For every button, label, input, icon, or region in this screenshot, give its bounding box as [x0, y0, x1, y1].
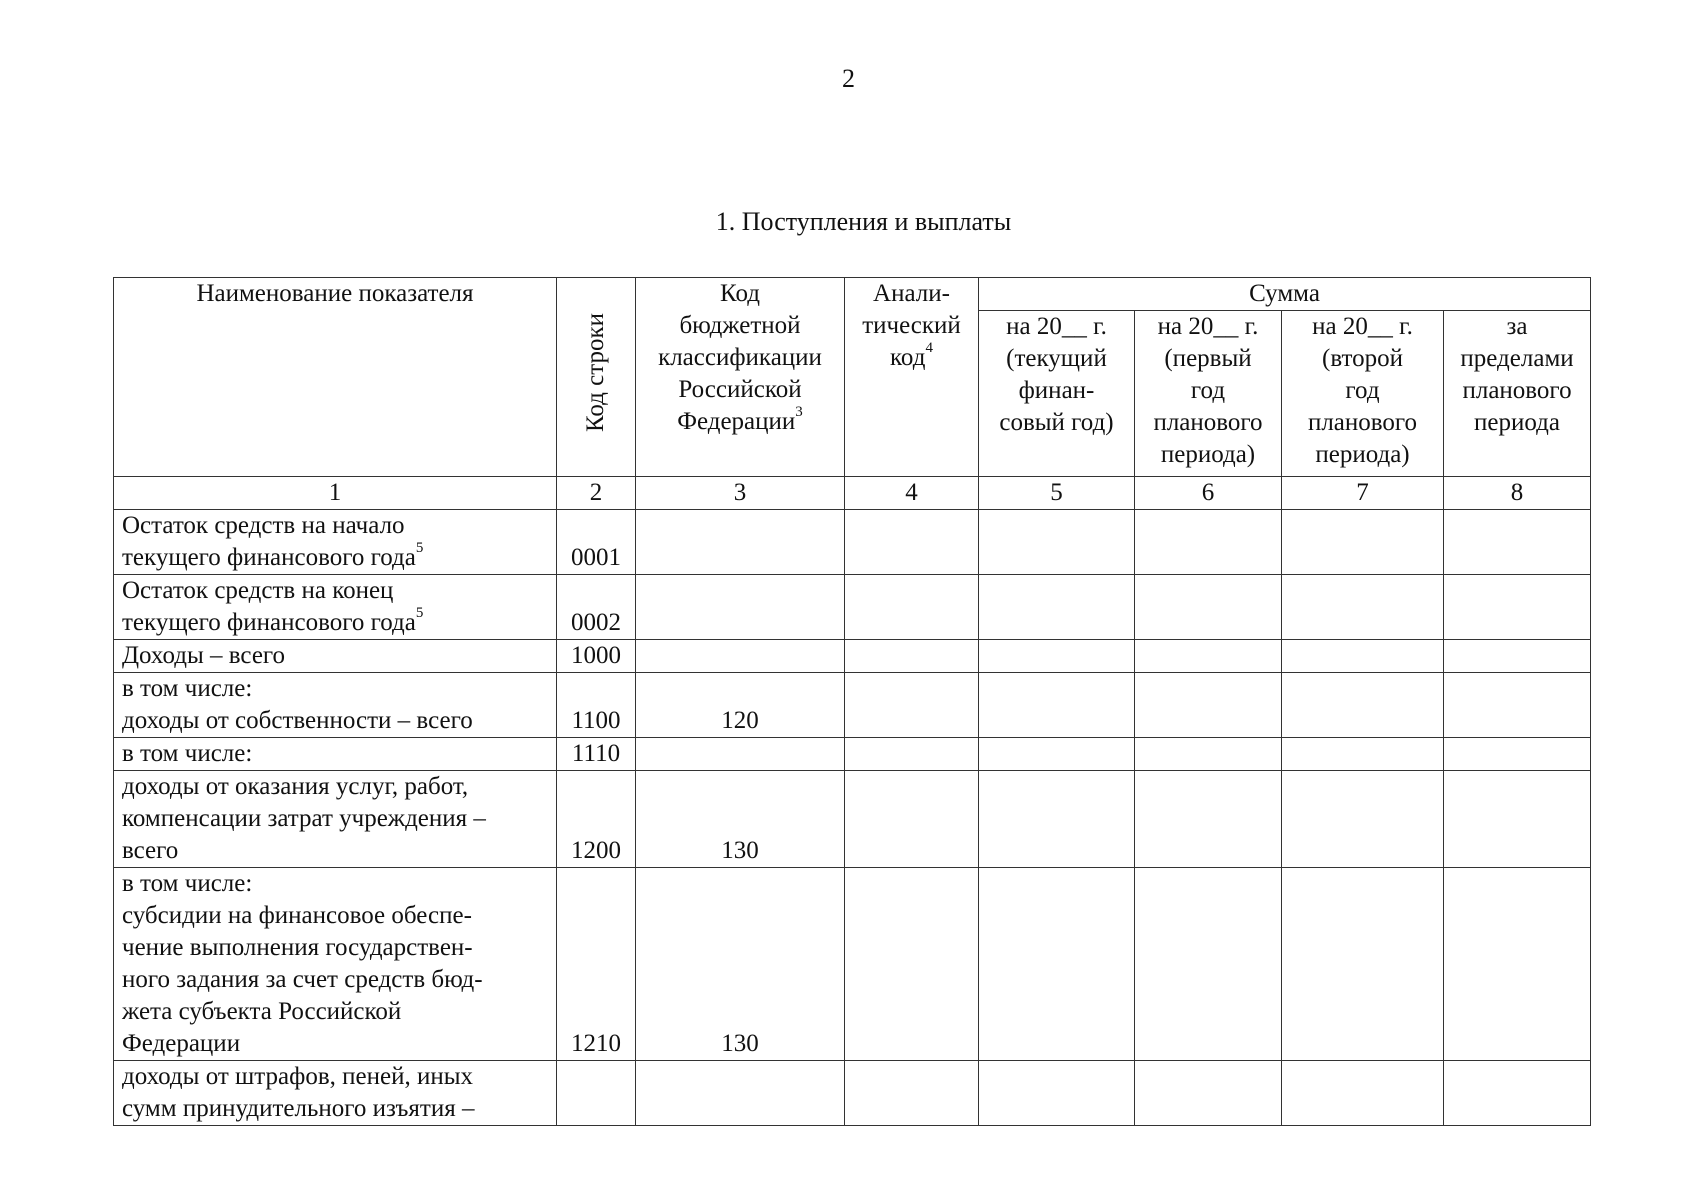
indicator-name-line: субсидии на финансовое обеспе-	[122, 902, 472, 929]
indicator-name-line: текущего финансового года$^5$	[122, 539, 424, 571]
header-col6-line: (первый	[1164, 345, 1252, 372]
indicator-name-line: сумм принудительного изъятия –	[122, 1095, 475, 1122]
header-col7-line: год	[1345, 377, 1380, 404]
sum-second-plan-year-cell	[1282, 640, 1444, 673]
sum-first-plan-year-cell	[1135, 868, 1282, 1061]
footnote-marker: 4	[925, 339, 933, 356]
indicator-name-cell	[114, 510, 557, 575]
sum-first-plan-year-cell	[1135, 771, 1282, 868]
header-col5-line: на 20__ г.	[1006, 313, 1107, 340]
column-number-4: 4	[845, 477, 979, 510]
header-col8-line: планового	[1462, 377, 1572, 404]
analytic-code-cell	[845, 868, 979, 1061]
column-number-7: 7	[1282, 477, 1444, 510]
sum-current-year-cell	[979, 640, 1135, 673]
line-code-cell: 0002	[557, 575, 636, 640]
header-line-code-text: Код строки	[582, 312, 609, 433]
table-row	[114, 510, 1591, 575]
indicator-name-line: Доходы – всего	[122, 642, 286, 669]
column-number-2: 2	[557, 477, 636, 510]
line-code-cell: 1100	[557, 673, 636, 738]
indicator-name-line: компенсации затрат учреждения –	[122, 805, 486, 832]
indicator-name-cell	[114, 640, 557, 673]
header-col7-line: периода)	[1315, 441, 1410, 468]
analytic-code-cell	[845, 673, 979, 738]
header-analytic-code	[845, 278, 979, 477]
indicator-name-cell	[114, 575, 557, 640]
header-col7-line: планового	[1307, 409, 1418, 436]
table-row	[114, 673, 1591, 738]
header-col8-beyond-plan	[1444, 311, 1591, 477]
analytic-code-cell	[845, 640, 979, 673]
header-budget-classification-line: классификации	[658, 344, 822, 371]
header-analytic-line: тический	[862, 312, 961, 339]
budget-classification-cell: 120	[636, 673, 845, 738]
indicator-name-line: текущего финансового года$^5$	[122, 604, 424, 636]
column-number-5: 5	[979, 477, 1135, 510]
analytic-code-cell	[845, 575, 979, 640]
header-budget-classification-line: Код	[720, 280, 760, 307]
sum-second-plan-year-cell	[1282, 575, 1444, 640]
header-budget-classification-code	[636, 278, 845, 477]
indicator-name-cell	[114, 1061, 557, 1126]
header-sum: Сумма	[979, 278, 1591, 311]
table-row	[114, 771, 1591, 868]
table-row	[114, 738, 1591, 771]
header-col7-line: (второй	[1322, 345, 1403, 372]
indicator-name-line: ного задания за счет средств бюд-	[122, 966, 483, 993]
table-row	[114, 575, 1591, 640]
header-col5-line: совый год)	[999, 409, 1114, 436]
sum-beyond-plan-cell	[1444, 575, 1591, 640]
header-col8-line: за	[1506, 313, 1528, 340]
sum-first-plan-year-cell	[1135, 1061, 1282, 1126]
sum-second-plan-year-cell	[1282, 673, 1444, 738]
income-expense-table	[113, 277, 1591, 1126]
sum-current-year-cell	[979, 1061, 1135, 1126]
indicator-name-cell	[114, 868, 557, 1061]
sum-first-plan-year-cell	[1135, 738, 1282, 771]
header-col6-line: периода)	[1160, 441, 1256, 468]
sum-first-plan-year-cell	[1135, 673, 1282, 738]
sum-beyond-plan-cell	[1444, 738, 1591, 771]
budget-classification-cell	[636, 510, 845, 575]
sum-beyond-plan-cell	[1444, 510, 1591, 575]
header-col5-current-year	[979, 311, 1135, 477]
indicator-name-cell	[114, 673, 557, 738]
header-col7-line: на 20__ г.	[1312, 313, 1413, 340]
indicator-name-line: Остаток средств на конец	[122, 577, 394, 604]
table-header	[114, 278, 1591, 477]
table-row	[114, 1061, 1591, 1126]
header-col8-line: периода	[1474, 409, 1560, 436]
line-code-cell: 1110	[557, 738, 636, 771]
footnote-marker: 5	[415, 604, 424, 621]
analytic-code-cell	[845, 510, 979, 575]
column-number-3: 3	[636, 477, 845, 510]
line-code-cell: 1000	[557, 640, 636, 673]
indicator-name-line: в том числе:	[122, 740, 253, 767]
header-col6-first-plan-year	[1135, 311, 1282, 477]
footnote-marker: 3	[795, 403, 803, 420]
sum-beyond-plan-cell	[1444, 1061, 1591, 1126]
sum-beyond-plan-cell	[1444, 771, 1591, 868]
budget-classification-cell: 130	[636, 771, 845, 868]
header-budget-classification-line: Федерации$^3$	[677, 403, 803, 435]
indicator-name-line: доходы от собственности – всего	[122, 707, 473, 734]
section-title: 1. Поступления и выплаты	[715, 207, 1012, 236]
budget-classification-cell	[636, 738, 845, 771]
indicator-name-line: Остаток средств на начало	[122, 512, 405, 539]
sum-second-plan-year-cell	[1282, 1061, 1444, 1126]
table-row	[114, 868, 1591, 1061]
header-analytic-line: Анали-	[873, 280, 950, 307]
line-code-cell	[557, 1061, 636, 1126]
indicator-name-cell	[114, 771, 557, 868]
analytic-code-cell	[845, 738, 979, 771]
table-row	[114, 640, 1591, 673]
sum-current-year-cell	[979, 738, 1135, 771]
header-col5-line: финан-	[1018, 377, 1095, 404]
header-line-code	[557, 278, 636, 477]
indicator-name-cell	[114, 738, 557, 771]
indicator-name-line: доходы от штрафов, пеней, иных	[122, 1063, 474, 1090]
indicator-name-line: всего	[122, 837, 179, 864]
sum-current-year-cell	[979, 673, 1135, 738]
indicator-name-line: в том числе:	[122, 870, 253, 897]
indicator-name-line: Федерации	[122, 1030, 241, 1057]
sum-current-year-cell	[979, 771, 1135, 868]
header-col6-line: планового	[1153, 409, 1263, 436]
indicator-name-line: жета субъекта Российской	[122, 998, 402, 1025]
sum-first-plan-year-cell	[1135, 575, 1282, 640]
budget-classification-cell	[636, 640, 845, 673]
sum-beyond-plan-cell	[1444, 640, 1591, 673]
header-col7-second-plan-year	[1282, 311, 1444, 477]
sum-beyond-plan-cell	[1444, 673, 1591, 738]
budget-classification-cell	[636, 575, 845, 640]
column-number-8: 8	[1444, 477, 1591, 510]
sum-current-year-cell	[979, 868, 1135, 1061]
header-budget-classification-line: бюджетной	[679, 312, 801, 339]
header-analytic-line: код$^4$	[890, 339, 933, 371]
indicator-name-line: в том числе:	[122, 675, 253, 702]
sum-beyond-plan-cell	[1444, 868, 1591, 1061]
header-col8-line: пределами	[1460, 345, 1574, 372]
sum-current-year-cell	[979, 575, 1135, 640]
header-indicator-name: Наименование показателя	[114, 278, 557, 477]
header-col6-line: год	[1190, 377, 1226, 404]
column-number-1: 1	[114, 477, 557, 510]
table-body	[114, 477, 1591, 1126]
sum-first-plan-year-cell	[1135, 510, 1282, 575]
header-col5-line: (текущий	[1006, 345, 1107, 372]
sum-first-plan-year-cell	[1135, 640, 1282, 673]
header-budget-classification-line: Российской	[678, 376, 802, 403]
indicator-name-line: доходы от оказания услуг, работ,	[122, 773, 469, 800]
column-number-6: 6	[1135, 477, 1282, 510]
sum-current-year-cell	[979, 510, 1135, 575]
indicator-name-line: чение выполнения государствен-	[122, 934, 473, 961]
budget-classification-cell: 130	[636, 868, 845, 1061]
sum-second-plan-year-cell	[1282, 868, 1444, 1061]
footnote-marker: 5	[415, 539, 424, 556]
line-code-cell: 1200	[557, 771, 636, 868]
header-col6-line: на 20__ г.	[1157, 313, 1259, 340]
line-code-cell: 1210	[557, 868, 636, 1061]
sum-second-plan-year-cell	[1282, 510, 1444, 575]
column-numbers-row	[114, 477, 1591, 510]
sum-second-plan-year-cell	[1282, 771, 1444, 868]
page-number: 2	[842, 64, 855, 93]
budget-classification-cell	[636, 1061, 845, 1126]
sum-second-plan-year-cell	[1282, 738, 1444, 771]
line-code-cell: 0001	[557, 510, 636, 575]
analytic-code-cell	[845, 1061, 979, 1126]
analytic-code-cell	[845, 771, 979, 868]
